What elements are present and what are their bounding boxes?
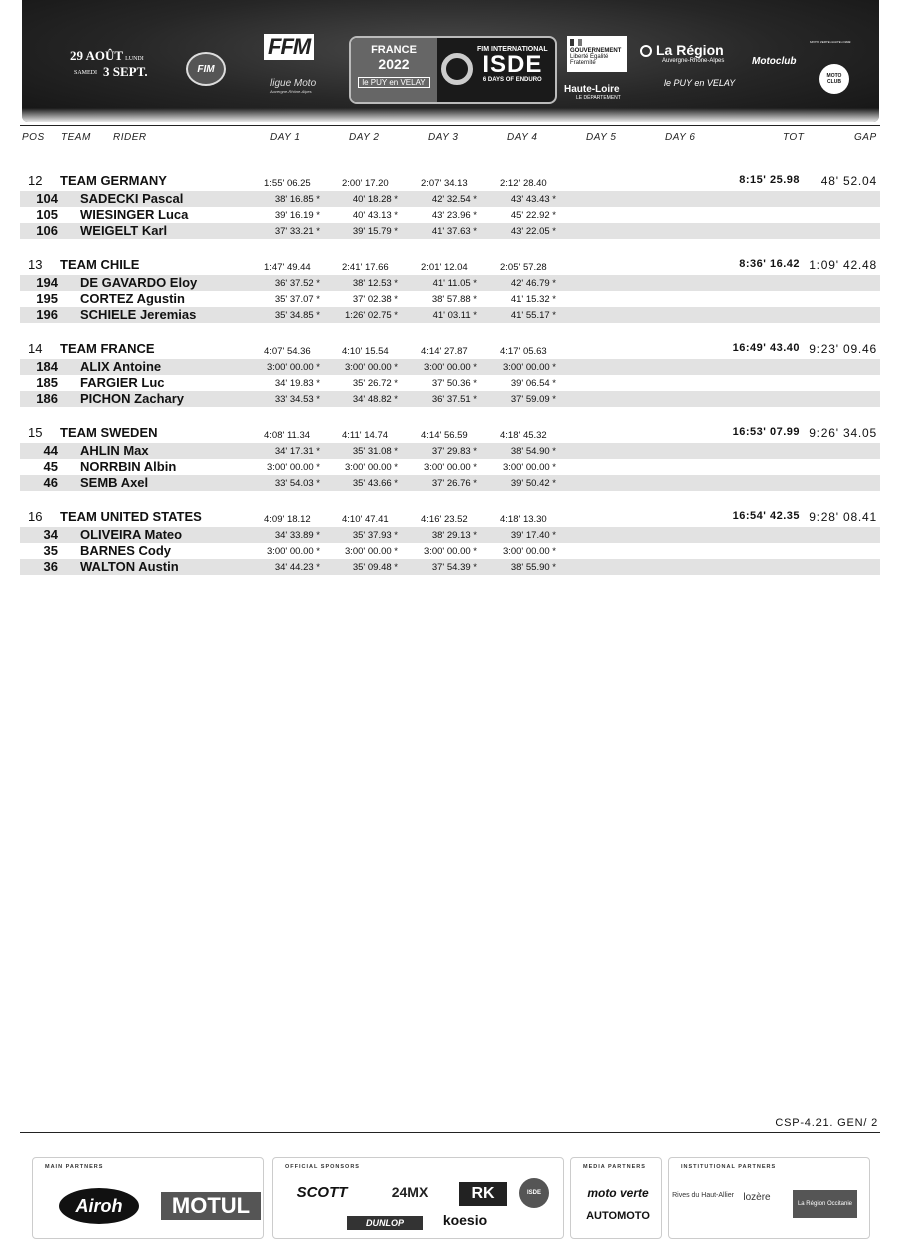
rider-day2: 35' 09.48 * xyxy=(352,562,398,573)
isde-logo: FRANCE 2022 le PUY en VELAY FIM INTERNATIONAL ISDE 6 DAYS OF ENDURO xyxy=(349,36,557,104)
rider-day3: 43' 23.96 * xyxy=(431,210,477,221)
rider-day2: 35' 26.72 * xyxy=(352,378,398,389)
team-day1: 1:55' 06.25 xyxy=(264,178,311,189)
date-start-day: LUNDI xyxy=(125,56,144,62)
rider-day2: 40' 18.28 * xyxy=(352,194,398,205)
rider-row xyxy=(20,207,880,223)
rider-day1: 38' 16.85 * xyxy=(274,194,320,205)
rider-day3: 37' 54.39 * xyxy=(431,562,477,573)
main-partners-title: MAIN PARTNERS xyxy=(45,1164,104,1170)
rider-row xyxy=(20,543,880,559)
rider-row xyxy=(20,375,880,391)
rider-day4: 43' 22.05 * xyxy=(510,226,556,237)
flag-icon xyxy=(570,39,582,46)
team-day4: 2:05' 57.28 xyxy=(500,262,547,273)
rider-number: 184 xyxy=(36,359,58,374)
rider-number: 194 xyxy=(36,275,58,290)
team-block xyxy=(20,255,880,323)
col-day3: DAY 3 xyxy=(428,132,459,143)
rider-name: SCHIELE Jeremias xyxy=(80,307,197,322)
rider-name: PICHON Zachary xyxy=(80,391,185,406)
team-total: 16:49' 43.40 xyxy=(732,342,800,354)
team-gap: 9:26' 34.05 xyxy=(809,426,877,440)
rider-day2: 3:00' 00.00 * xyxy=(344,362,398,373)
team-day3: 4:16' 23.52 xyxy=(421,514,468,525)
rider-day3: 37' 29.83 * xyxy=(431,446,477,457)
rider-name: SADECKI Pascal xyxy=(80,191,184,206)
team-row xyxy=(20,171,880,191)
results-table xyxy=(20,171,880,591)
col-day2: DAY 2 xyxy=(349,132,380,143)
moto-verte-haute-loire-logo: MOTO VERTE HAUTE LOIRE xyxy=(810,40,851,44)
rider-day3: 41' 37.63 * xyxy=(431,226,477,237)
rider-day2: 37' 02.38 * xyxy=(352,294,398,305)
rider-row xyxy=(20,475,880,491)
team-day3: 4:14' 56.59 xyxy=(421,430,468,441)
24mx-logo: 24MX xyxy=(391,1184,429,1200)
col-pos: POS xyxy=(22,132,45,143)
rider-day2: 35' 43.66 * xyxy=(352,478,398,489)
rider-name: BARNES Cody xyxy=(80,543,172,558)
rider-day3: 38' 57.88 * xyxy=(431,294,477,305)
rider-day3: 38' 29.13 * xyxy=(431,530,477,541)
puy-en-velay-logo: le PUY en VELAY xyxy=(664,78,736,88)
team-day2: 2:41' 17.66 xyxy=(342,262,389,273)
rider-row xyxy=(20,223,880,239)
team-name: TEAM SWEDEN xyxy=(60,425,158,440)
rider-number: 195 xyxy=(36,291,58,306)
footer-divider xyxy=(20,1132,880,1133)
header-divider xyxy=(20,125,880,126)
rider-day1: 35' 34.85 * xyxy=(274,310,320,321)
official-sponsors-box xyxy=(272,1157,564,1239)
team-total: 16:53' 07.99 xyxy=(732,426,800,438)
rider-day2: 3:00' 00.00 * xyxy=(344,546,398,557)
team-day1: 4:07' 54.36 xyxy=(264,346,311,357)
rider-row xyxy=(20,191,880,207)
lozere-logo: lozère xyxy=(743,1192,771,1203)
scott-logo: SCOTT xyxy=(296,1184,348,1201)
rider-day4: 45' 22.92 * xyxy=(510,210,556,221)
team-total: 16:54' 42.35 xyxy=(732,510,800,522)
rives-haut-allier-logo: Rives du Haut-Allier xyxy=(672,1192,734,1199)
col-gap: GAP xyxy=(854,132,877,143)
team-day4: 4:18' 45.32 xyxy=(500,430,547,441)
rider-number: 186 xyxy=(36,391,58,406)
rider-day4: 3:00' 00.00 * xyxy=(502,546,556,557)
rider-day1: 3:00' 00.00 * xyxy=(266,546,320,557)
team-day3: 2:07' 34.13 xyxy=(421,178,468,189)
rider-row xyxy=(20,359,880,375)
official-sponsors-title: OFFICIAL SPONSORS xyxy=(285,1164,360,1170)
rider-day3: 37' 50.36 * xyxy=(431,378,477,389)
team-total: 8:36' 16.42 xyxy=(739,258,800,270)
rider-name: WALTON Austin xyxy=(80,559,179,574)
motoclub-logo: Motoclub xyxy=(752,56,797,67)
rider-day1: 3:00' 00.00 * xyxy=(266,462,320,473)
rider-day2: 35' 37.93 * xyxy=(352,530,398,541)
gouvernement-logo: GOUVERNEMENT Liberté Égalité Fraternité xyxy=(567,36,627,72)
team-day2: 4:10' 47.41 xyxy=(342,514,389,525)
team-name: TEAM FRANCE xyxy=(60,341,155,356)
rider-day1: 33' 34.53 * xyxy=(274,394,320,405)
col-day1: DAY 1 xyxy=(270,132,301,143)
event-dates xyxy=(70,48,160,80)
team-block xyxy=(20,171,880,239)
rider-day2: 40' 43.13 * xyxy=(352,210,398,221)
team-block xyxy=(20,339,880,407)
team-block xyxy=(20,423,880,491)
rider-number: 185 xyxy=(36,375,58,390)
rider-name: AHLIN Max xyxy=(80,443,149,458)
team-day1: 1:47' 49.44 xyxy=(264,262,311,273)
rk-logo: RK xyxy=(459,1182,507,1206)
rider-day4: 39' 50.42 * xyxy=(510,478,556,489)
date-end-day: SAMEDI xyxy=(74,70,98,77)
rider-number: 106 xyxy=(36,223,58,238)
rider-number: 104 xyxy=(36,191,58,206)
rider-day3: 42' 32.54 * xyxy=(431,194,477,205)
rider-day1: 34' 44.23 * xyxy=(274,562,320,573)
moto-verte-logo: moto verte xyxy=(587,1186,649,1200)
ligue-moto-logo: ligue Moto Auvergne-Rhône-Alpes xyxy=(270,78,317,94)
rider-day2: 35' 31.08 * xyxy=(352,446,398,457)
rider-day3: 36' 37.51 * xyxy=(431,394,477,405)
rider-day1: 39' 16.19 * xyxy=(274,210,320,221)
rider-name: NORRBIN Albin xyxy=(80,459,177,474)
col-rider: RIDER xyxy=(113,132,147,143)
ffm-logo: FFM xyxy=(264,34,336,60)
rider-number: 35 xyxy=(43,543,58,558)
rider-day4: 41' 55.17 * xyxy=(510,310,556,321)
team-day3: 2:01' 12.04 xyxy=(421,262,468,273)
rider-day1: 33' 54.03 * xyxy=(274,478,320,489)
team-day1: 4:09' 18.12 xyxy=(264,514,311,525)
rider-row xyxy=(20,275,880,291)
col-team: TEAM xyxy=(61,132,91,143)
col-day4: DAY 4 xyxy=(507,132,538,143)
haute-loire-logo: Haute-Loire LE DÉPARTEMENT xyxy=(564,84,621,101)
rider-day1: 34' 17.31 * xyxy=(274,446,320,457)
rider-day4: 3:00' 00.00 * xyxy=(502,462,556,473)
rider-day2: 1:26' 02.75 * xyxy=(344,310,398,321)
isde-circle-logo: ISDE xyxy=(519,1178,549,1208)
team-day2: 4:11' 14.74 xyxy=(342,430,389,441)
rider-day2: 39' 15.79 * xyxy=(352,226,398,237)
rider-day3: 41' 11.05 * xyxy=(432,278,477,289)
team-pos: 13 xyxy=(28,257,43,272)
rider-row xyxy=(20,443,880,459)
rider-number: 44 xyxy=(43,443,58,458)
rider-day3: 3:00' 00.00 * xyxy=(423,362,477,373)
rider-row xyxy=(20,307,880,323)
occitanie-logo: La Région Occitanie xyxy=(793,1190,857,1218)
rider-row xyxy=(20,559,880,575)
rider-name: DE GAVARDO Eloy xyxy=(80,275,198,290)
header-banner xyxy=(22,0,879,122)
rider-name: WEIGELT Karl xyxy=(80,223,168,238)
date-start: 29 AOÛT xyxy=(70,48,124,63)
rider-day3: 3:00' 00.00 * xyxy=(423,546,477,557)
rider-day2: 38' 12.53 * xyxy=(352,278,398,289)
team-row xyxy=(20,423,880,443)
rider-day4: 39' 17.40 * xyxy=(510,530,556,541)
team-pos: 12 xyxy=(28,173,43,188)
media-partners-box xyxy=(570,1157,662,1239)
institutional-partners-title: INSTITUTIONAL PARTNERS xyxy=(681,1164,777,1170)
team-gap: 1:09' 42.48 xyxy=(809,258,877,272)
rider-name: SEMB Axel xyxy=(80,475,149,490)
rider-name: ALIX Antoine xyxy=(80,359,162,374)
rider-day4: 37' 59.09 * xyxy=(510,394,556,405)
rider-day4: 38' 54.90 * xyxy=(510,446,556,457)
team-block xyxy=(20,507,880,575)
rider-day1: 34' 19.83 * xyxy=(274,378,320,389)
rider-number: 34 xyxy=(43,527,58,542)
rider-day4: 41' 15.32 * xyxy=(510,294,556,305)
col-tot: TOT xyxy=(783,132,805,143)
rider-row xyxy=(20,391,880,407)
team-name: TEAM UNITED STATES xyxy=(60,509,202,524)
rider-day4: 38' 55.90 * xyxy=(510,562,556,573)
automoto-logo: AUTOMOTO xyxy=(586,1210,650,1222)
col-day6: DAY 6 xyxy=(665,132,696,143)
motul-logo: MOTUL xyxy=(161,1192,261,1220)
rider-day1: 37' 33.21 * xyxy=(274,226,320,237)
region-icon xyxy=(640,45,652,57)
team-pos: 16 xyxy=(28,509,43,524)
team-row xyxy=(20,507,880,527)
region-logo: La Région Auvergne-Rhône-Alpes xyxy=(640,42,724,64)
rider-number: 196 xyxy=(36,307,58,322)
koesio-logo: koesio xyxy=(442,1212,488,1228)
rider-number: 46 xyxy=(43,475,58,490)
team-day3: 4:14' 27.87 xyxy=(421,346,468,357)
team-day1: 4:08' 11.34 xyxy=(264,430,311,441)
rider-name: WIESINGER Luca xyxy=(80,207,189,222)
date-end: 3 SEPT. xyxy=(103,64,148,79)
rider-number: 45 xyxy=(43,459,58,474)
rider-row xyxy=(20,291,880,307)
team-day2: 4:10' 15.54 xyxy=(342,346,389,357)
team-day4: 4:18' 13.30 xyxy=(500,514,547,525)
rider-day1: 34' 33.89 * xyxy=(274,530,320,541)
fim-logo: FIM xyxy=(186,52,226,86)
media-partners-title: MEDIA PARTNERS xyxy=(583,1164,646,1170)
team-day4: 4:17' 05.63 xyxy=(500,346,547,357)
team-name: TEAM GERMANY xyxy=(60,173,167,188)
rider-row xyxy=(20,527,880,543)
rider-name: OLIVEIRA Mateo xyxy=(80,527,183,542)
rider-day3: 41' 03.11 * xyxy=(432,310,477,321)
team-pos: 14 xyxy=(28,341,43,356)
team-pos: 15 xyxy=(28,425,43,440)
rider-day1: 35' 37.07 * xyxy=(274,294,320,305)
rider-number: 105 xyxy=(36,207,58,222)
moto-club-circle-logo: MOTO CLUB xyxy=(819,64,849,94)
rider-day2: 3:00' 00.00 * xyxy=(344,462,398,473)
rider-day3: 37' 26.76 * xyxy=(431,478,477,489)
rider-day3: 3:00' 00.00 * xyxy=(423,462,477,473)
team-day2: 2:00' 17.20 xyxy=(342,178,389,189)
rider-day4: 42' 46.79 * xyxy=(510,278,556,289)
col-day5: DAY 5 xyxy=(586,132,617,143)
rider-row xyxy=(20,459,880,475)
rider-name: CORTEZ Agustin xyxy=(80,291,185,306)
rider-day1: 3:00' 00.00 * xyxy=(266,362,320,373)
rider-day4: 39' 06.54 * xyxy=(510,378,556,389)
team-gap: 48' 52.04 xyxy=(820,174,877,188)
team-gap: 9:23' 09.46 xyxy=(809,342,877,356)
team-name: TEAM CHILE xyxy=(60,257,140,272)
main-partners-box xyxy=(32,1157,264,1239)
dunlop-logo: DUNLOP xyxy=(347,1216,423,1230)
wheel-icon xyxy=(441,53,473,85)
institutional-partners-box xyxy=(668,1157,870,1239)
rider-day4: 3:00' 00.00 * xyxy=(502,362,556,373)
rider-day1: 36' 37.52 * xyxy=(274,278,320,289)
team-row xyxy=(20,255,880,275)
rider-name: FARGIER Luc xyxy=(80,375,165,390)
rider-day2: 34' 48.82 * xyxy=(352,394,398,405)
team-gap: 9:28' 08.41 xyxy=(809,510,877,524)
team-day4: 2:12' 28.40 xyxy=(500,178,547,189)
team-total: 8:15' 25.98 xyxy=(739,174,800,186)
team-row xyxy=(20,339,880,359)
rider-number: 36 xyxy=(43,559,58,574)
rider-day4: 43' 43.43 * xyxy=(510,194,556,205)
page-code: CSP-4.21. GEN/ 2 xyxy=(775,1117,878,1129)
airoh-logo: Airoh xyxy=(59,1188,139,1224)
